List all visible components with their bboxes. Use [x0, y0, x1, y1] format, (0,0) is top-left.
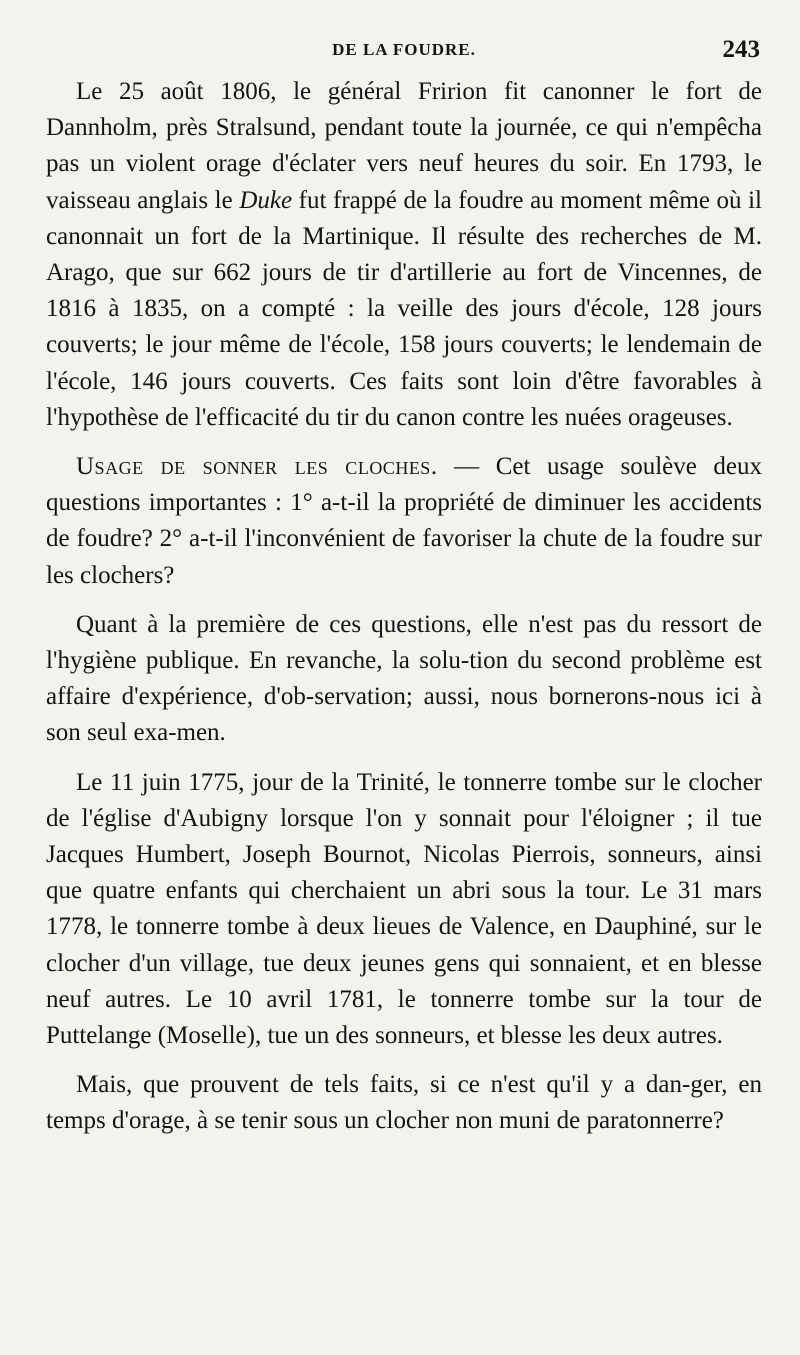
section-heading: Usage de sonner les cloches. — [76, 453, 438, 481]
paragraph-text: Quant à la première de ces questions, elle n'est pas du ressort de l'hygiène publique. En revanche, la solu-tion du second problème est affaire d'expérience, d'ob-servation; aussi, nous bornerons-nous ici à son seul exa-men. — [46, 610, 762, 747]
paragraph-text: Mais, que prouvent de tels faits, si ce n'est qu'il y a dan-ger, en temps d'orage, à se tenir sous un clocher non muni de paratonnerre? — [46, 1071, 762, 1135]
paragraph-conclusion — [46, 1067, 762, 1139]
paragraph-text: fut frappé de la foudre au moment même où il canonnait un fort de la Martinique. Il résulte des recherches de M. Arago, que sur 662 jours de tir d'artillerie au fort de Vincennes, de 1816 à 1835, on a compté : la veille des jours d'école, 128 jours couverts; le jour même de l'école, 158 jours couverts; le lendemain de l'école, 146 jours couverts. Ces faits sont loin d'être favorables à l'hypothèse de l'efficacité du tir du canon contre les nuées orageuses. — [46, 186, 762, 431]
paragraph-lightning-cases — [46, 765, 762, 1055]
body-text — [46, 74, 762, 1153]
paragraph-bell-ringing — [46, 449, 762, 594]
running-head — [46, 36, 762, 68]
paragraph-first-question — [46, 607, 762, 752]
paragraph-text: Le 25 août 1806, le général Fririon fit canonner le fort de Dannholm, près Stralsund, pendant toute la journée, ce qui n'empêcha pas un violent orage d'éclater vers neuf heures du soir. En 1793, le vaisseau anglais le — [46, 78, 762, 214]
paragraph-text: — Cet usage soulève deux questions importantes : 1° a-t-il la propriété de diminuer les accidents de foudre? 2° a-t-il l'inconvénient de favoriser la chute de la foudre sur les clochers? — [46, 453, 762, 589]
running-title: DE LA FOUDRE. — [332, 40, 476, 59]
page-number: 243 — [722, 36, 760, 63]
ship-name: Duke — [239, 186, 293, 214]
paragraph-cannon-fire — [46, 74, 762, 436]
paragraph-text: Le 11 juin 1775, jour de la Trinité, le tonnerre tombe sur le clocher de l'église d'Aubigny lorsque l'on y sonnait pour l'éloigner ; il tue Jacques Humbert, Joseph Bournot, Nicolas Pierrois, sonneurs, ainsi que quatre enfants qui cherchaient un abri sous la tour. Le 31 mars 1778, le tonnerre tombe à deux lieues de Valence, en Dauphiné, sur le clocher d'un village, tue deux jeunes gens qui sonnaient, et en blesse neuf autres. Le 10 avril 1781, le tonnerre tombe sur la tour de Puttelange (Moselle), tue un des sonneurs, et blesse les deux autres. — [46, 768, 762, 1050]
